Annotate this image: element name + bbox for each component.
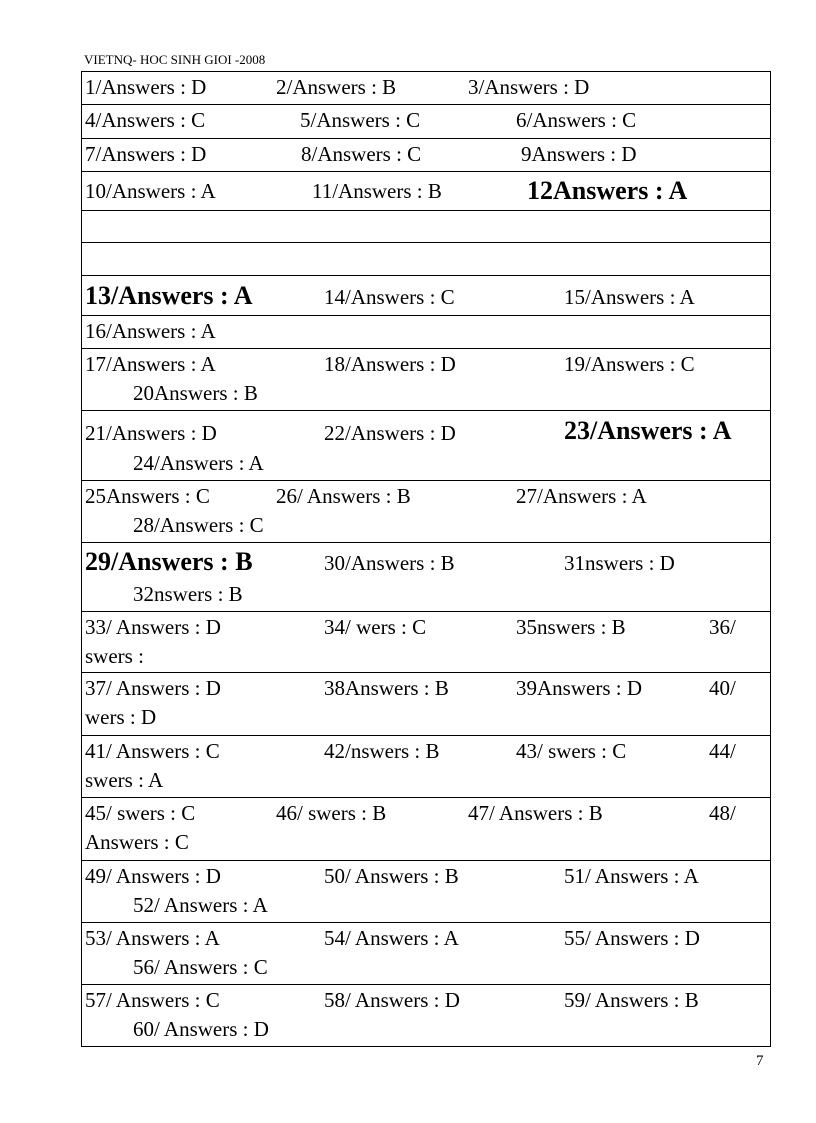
answer-item: 44/ bbox=[709, 739, 736, 763]
answer-item: 22/Answers : D bbox=[324, 421, 456, 445]
answer-item-highlight: 13/Answers : A bbox=[85, 281, 253, 310]
answer-item: 14/Answers : C bbox=[324, 285, 455, 309]
answer-item: 52/ Answers : A bbox=[133, 893, 268, 917]
answer-item: 43/ swers : C bbox=[516, 739, 627, 763]
answer-item: 33/ Answers : D bbox=[85, 615, 221, 639]
answer-item: 42/nswers : B bbox=[324, 739, 440, 763]
table-row bbox=[82, 349, 770, 411]
table-row bbox=[82, 172, 770, 211]
answer-item: 8/Answers : C bbox=[301, 142, 422, 166]
answer-item: swers : A bbox=[85, 768, 164, 792]
answer-item: 58/ Answers : D bbox=[324, 988, 460, 1012]
answer-item: 31nswers : D bbox=[564, 551, 675, 575]
answer-item: 26/ Answers : B bbox=[276, 484, 411, 508]
table-row bbox=[82, 316, 770, 349]
answer-item: 25Answers : C bbox=[85, 484, 210, 508]
answer-item: 18/Answers : D bbox=[324, 352, 456, 376]
table-row bbox=[82, 798, 770, 861]
answer-item: 1/Answers : D bbox=[85, 75, 207, 99]
table-row bbox=[82, 923, 770, 985]
answer-item: 46/ swers : B bbox=[276, 801, 387, 825]
answer-item: 47/ Answers : B bbox=[468, 801, 603, 825]
answer-item: 5/Answers : C bbox=[300, 108, 421, 132]
answer-item: 30/Answers : B bbox=[324, 551, 455, 575]
answer-item: 51/ Answers : A bbox=[564, 864, 699, 888]
document-header: VIETNQ- HOC SINH GIOI -2008 bbox=[84, 52, 266, 67]
answer-item: 60/ Answers : D bbox=[133, 1017, 269, 1041]
answer-item: 37/ Answers : D bbox=[85, 676, 221, 700]
answer-item: swers : bbox=[85, 644, 144, 668]
table-row bbox=[82, 861, 770, 923]
answer-item-highlight: 23/Answers : A bbox=[564, 416, 732, 445]
answer-item: 27/Answers : A bbox=[516, 484, 647, 508]
answer-item: 36/ bbox=[709, 615, 736, 639]
answer-item: 50/ Answers : B bbox=[324, 864, 459, 888]
answer-item: 55/ Answers : D bbox=[564, 926, 700, 950]
answer-item: 16/Answers : A bbox=[85, 319, 216, 343]
answer-item: 32nswers : B bbox=[133, 582, 243, 606]
answer-item: 6/Answers : C bbox=[516, 108, 637, 132]
answer-item: 3/Answers : D bbox=[468, 75, 590, 99]
answer-item: 9Answers : D bbox=[521, 142, 637, 166]
table-row bbox=[82, 276, 770, 316]
answer-item: 11/Answers : B bbox=[312, 179, 442, 203]
answer-item: 35nswers : B bbox=[516, 615, 626, 639]
answer-item: 38Answers : B bbox=[324, 676, 449, 700]
table-row bbox=[82, 72, 770, 105]
table-row bbox=[82, 105, 770, 139]
answer-item: 59/ Answers : B bbox=[564, 988, 699, 1012]
page-number: 7 bbox=[756, 1053, 764, 1069]
answer-item: 40/ bbox=[709, 676, 736, 700]
table-row bbox=[82, 673, 770, 736]
answer-item: 28/Answers : C bbox=[133, 513, 264, 537]
answer-item: 41/ Answers : C bbox=[85, 739, 220, 763]
table-row bbox=[82, 736, 770, 798]
answer-item: 7/Answers : D bbox=[85, 142, 207, 166]
answer-item: 15/Answers : A bbox=[564, 285, 695, 309]
answer-item: 48/ bbox=[709, 801, 736, 825]
answer-item: 20Answers : B bbox=[133, 381, 258, 405]
answer-item-highlight: 12Answers : A bbox=[527, 176, 688, 205]
answer-item: 39Answers : D bbox=[516, 676, 642, 700]
answer-item: 19/Answers : C bbox=[564, 352, 695, 376]
answer-item: 17/Answers : A bbox=[85, 352, 216, 376]
answer-item: 57/ Answers : C bbox=[85, 988, 220, 1012]
table-row bbox=[82, 543, 770, 612]
table-row bbox=[82, 139, 770, 172]
answer-item: 2/Answers : B bbox=[276, 75, 397, 99]
answer-item: 56/ Answers : C bbox=[133, 955, 268, 979]
answer-item: 53/ Answers : A bbox=[85, 926, 220, 950]
table-row bbox=[82, 481, 770, 543]
table-row-empty bbox=[82, 211, 770, 243]
table-row bbox=[82, 411, 770, 481]
answer-item-highlight: 29/Answers : B bbox=[85, 547, 253, 576]
answer-item: wers : D bbox=[85, 705, 157, 729]
answer-item: 10/Answers : A bbox=[85, 179, 216, 203]
answer-item: 49/ Answers : D bbox=[85, 864, 221, 888]
answer-item: 34/ wers : C bbox=[324, 615, 427, 639]
table-row bbox=[82, 612, 770, 673]
answer-item: 24/Answers : A bbox=[133, 451, 264, 475]
answer-item: 21/Answers : D bbox=[85, 421, 217, 445]
answer-item: 54/ Answers : A bbox=[324, 926, 459, 950]
answer-item: 45/ swers : C bbox=[85, 801, 196, 825]
table-row-empty bbox=[82, 243, 770, 276]
answer-table bbox=[81, 71, 771, 1047]
answer-item: 4/Answers : C bbox=[85, 108, 206, 132]
answer-item: Answers : C bbox=[85, 830, 189, 854]
table-row bbox=[82, 985, 770, 1046]
